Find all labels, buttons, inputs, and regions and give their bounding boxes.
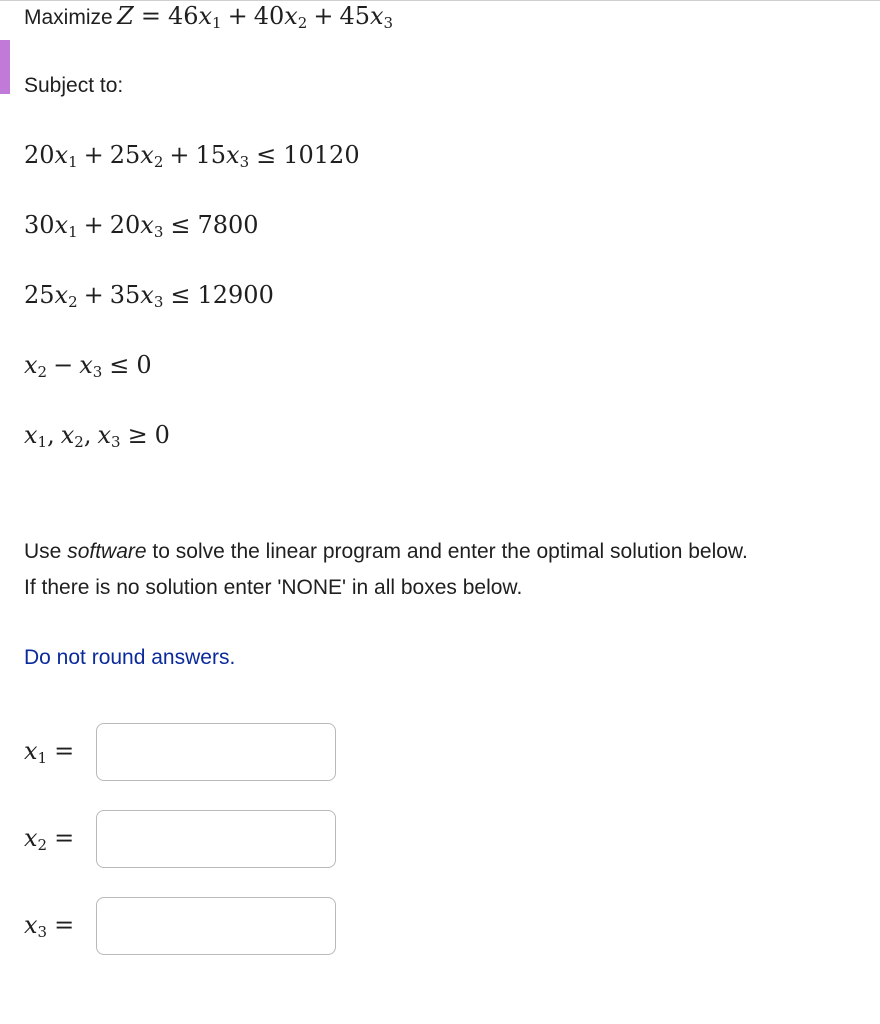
constraint-3: $25x_2 + 35x_3 \le 12900$: [24, 281, 274, 311]
constraint-1: $20x_1 + 25x_2 + 15x_3 \le 10120$: [24, 141, 360, 171]
x1-label: $x_1$ =: [24, 737, 75, 767]
x3-label: $x_3$ =: [24, 911, 75, 941]
x2-label: $x_2$ =: [24, 824, 75, 854]
software-emphasis: software: [67, 540, 147, 563]
x1-answer-input[interactable]: [96, 723, 336, 781]
x2-answer-input[interactable]: [96, 810, 336, 868]
instructions-line-2: If there is no solution enter 'NONE' in all boxes below.: [24, 576, 523, 599]
top-divider: [0, 0, 880, 1]
maximize-label: Maximize: [24, 6, 113, 29]
x3-answer-input[interactable]: [96, 897, 336, 955]
constraint-2: $30x_1 + 20x_3 \le 7800$: [24, 211, 259, 241]
non-negativity-constraint: $x_1$, $x_2$, $x_3 \ge 0$: [24, 421, 170, 451]
rounding-note: Do not round answers.: [24, 646, 236, 669]
constraint-4: $x_2 - x_3 \le 0$: [24, 351, 152, 381]
instructions-line-1: Use software to solve the linear program and enter the optimal solution below.: [24, 540, 748, 563]
subject-to-label: Subject to:: [24, 74, 124, 97]
objective-variable: Z: [117, 2, 134, 30]
objective-function: Maximize $Z = 46x_1 + 40x_2 + 45x_3$: [24, 2, 394, 32]
question-marker: [0, 40, 10, 94]
